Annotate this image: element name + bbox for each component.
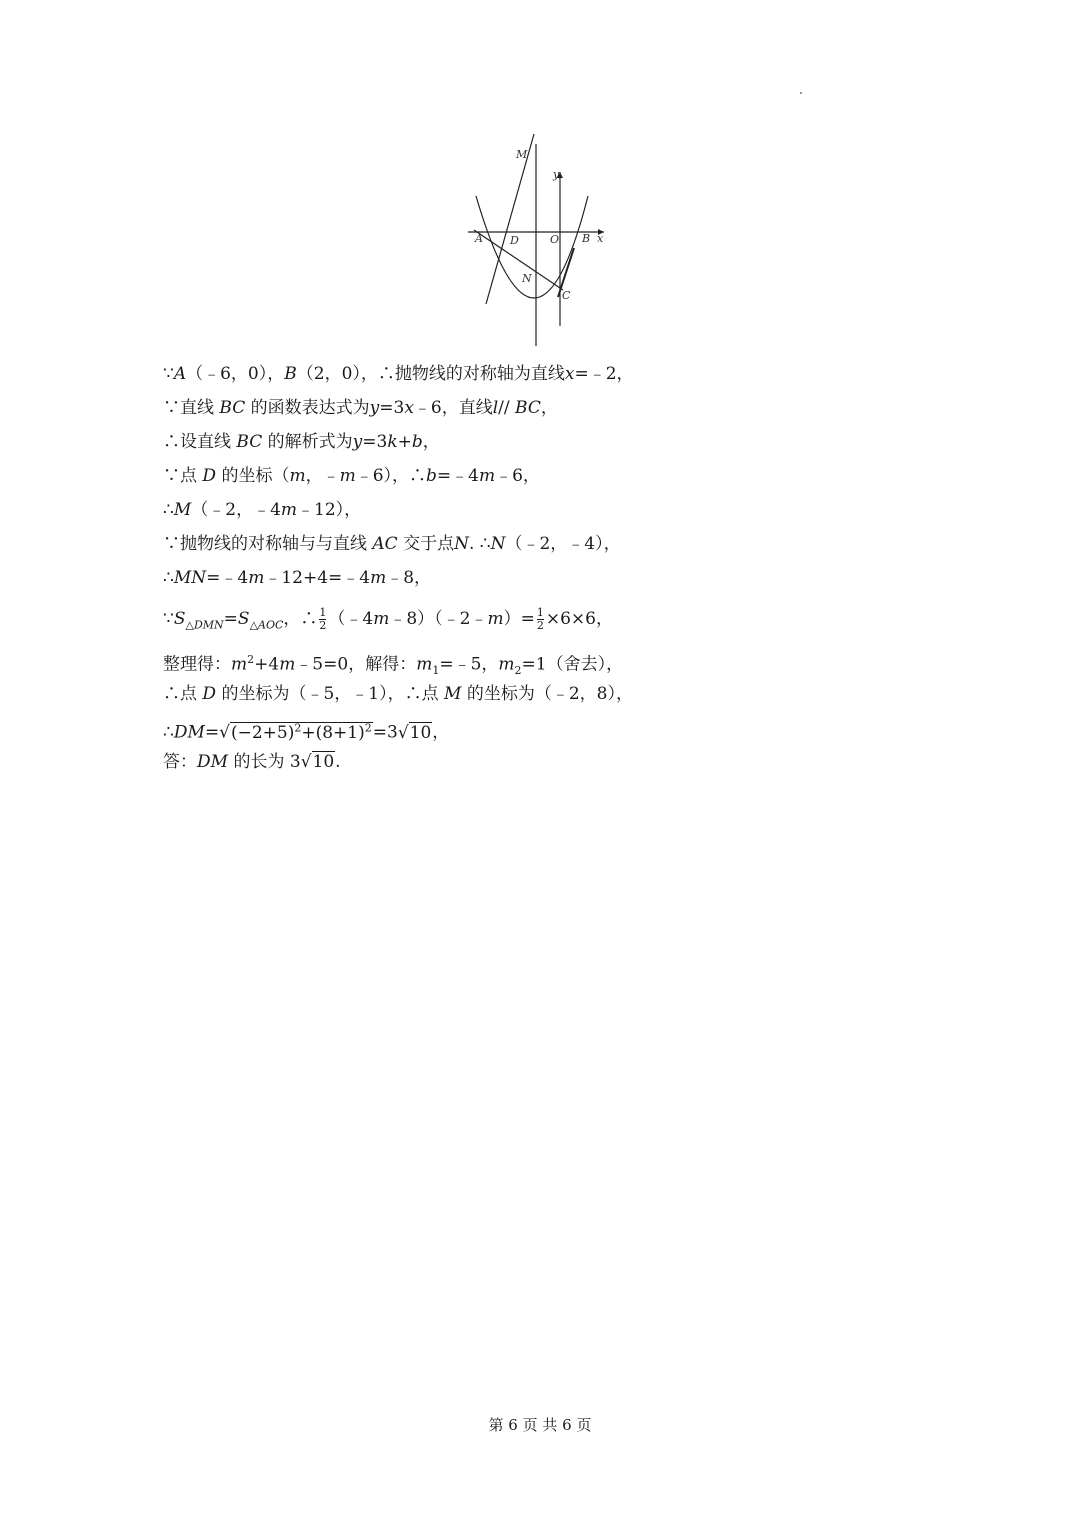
solution-line-3: ∴设直线 BC 的解析式为y=3k+b， xyxy=(163,432,440,452)
solution-line-12: 答：DM 的长为 3√10. xyxy=(163,745,923,779)
label-d: D xyxy=(510,234,519,247)
solution-line-2: ∵直线 BC 的函数表达式为y=3x﹣6，直线l// BC， xyxy=(163,398,558,418)
page-footer: 第 6 页 共 6 页 xyxy=(488,1416,592,1434)
solution-line-11: $\therefore DM=√(-2+5)^2+(8+1)^2=3√10$， xyxy=(163,711,923,745)
label-a: A xyxy=(475,232,483,245)
solution-line-5: ∴M（﹣2，﹣4m﹣12）， xyxy=(163,500,362,520)
parabola-figure xyxy=(466,130,616,350)
label-y: y xyxy=(553,168,560,181)
solution-line-1: ∵A（﹣6，0），B（2，0），∴抛物线的对称轴为直线x=﹣2， xyxy=(163,364,634,384)
label-b: B xyxy=(582,232,591,245)
stray-dot xyxy=(800,92,802,94)
solution-line-7: ∴MN=﹣4m﹣12+4=﹣4m﹣8， xyxy=(163,568,432,588)
fraction-half: $\frac{1}{2}$ xyxy=(536,606,544,632)
solution-text xyxy=(163,357,923,779)
radical: √10 xyxy=(397,722,432,743)
solution-line-6: ∵抛物线的对称轴与与直线 AC 交于点N. ∴N（﹣2，﹣4）， xyxy=(163,534,621,554)
label-x: x xyxy=(597,232,604,245)
fraction-half: $\frac{1}{2}$ xyxy=(319,606,327,632)
solution-line-4: ∵点 D 的坐标（m，﹣m﹣6），∴b=﹣4m﹣6， xyxy=(163,466,540,486)
label-c: C xyxy=(562,289,571,302)
parabola xyxy=(476,196,591,298)
label-n: N xyxy=(522,272,532,285)
label-m: M xyxy=(516,148,528,161)
solution-line-8: $\because S_{\triangle DMN}=S_{\triangle AOC}$，∴ $\frac{1}{2}$ （﹣4m﹣8）（﹣2﹣m）= $\frac{1}{2}$ ×6×6， xyxy=(163,606,613,632)
solution-line-9: 整理得：$m^2+4m﹣5=0$，解得：$m_1=﹣5$，$m_2=1$（舍去）， xyxy=(163,653,624,678)
solution-line-10: ∴点 D 的坐标为（﹣5，﹣1），∴点 M 的坐标为（﹣2，8）， xyxy=(163,684,633,704)
radical: √10 xyxy=(300,752,335,772)
radical: $√(-2+5)^2+(8+1)^2$ xyxy=(219,721,372,743)
label-o: O xyxy=(550,233,560,246)
